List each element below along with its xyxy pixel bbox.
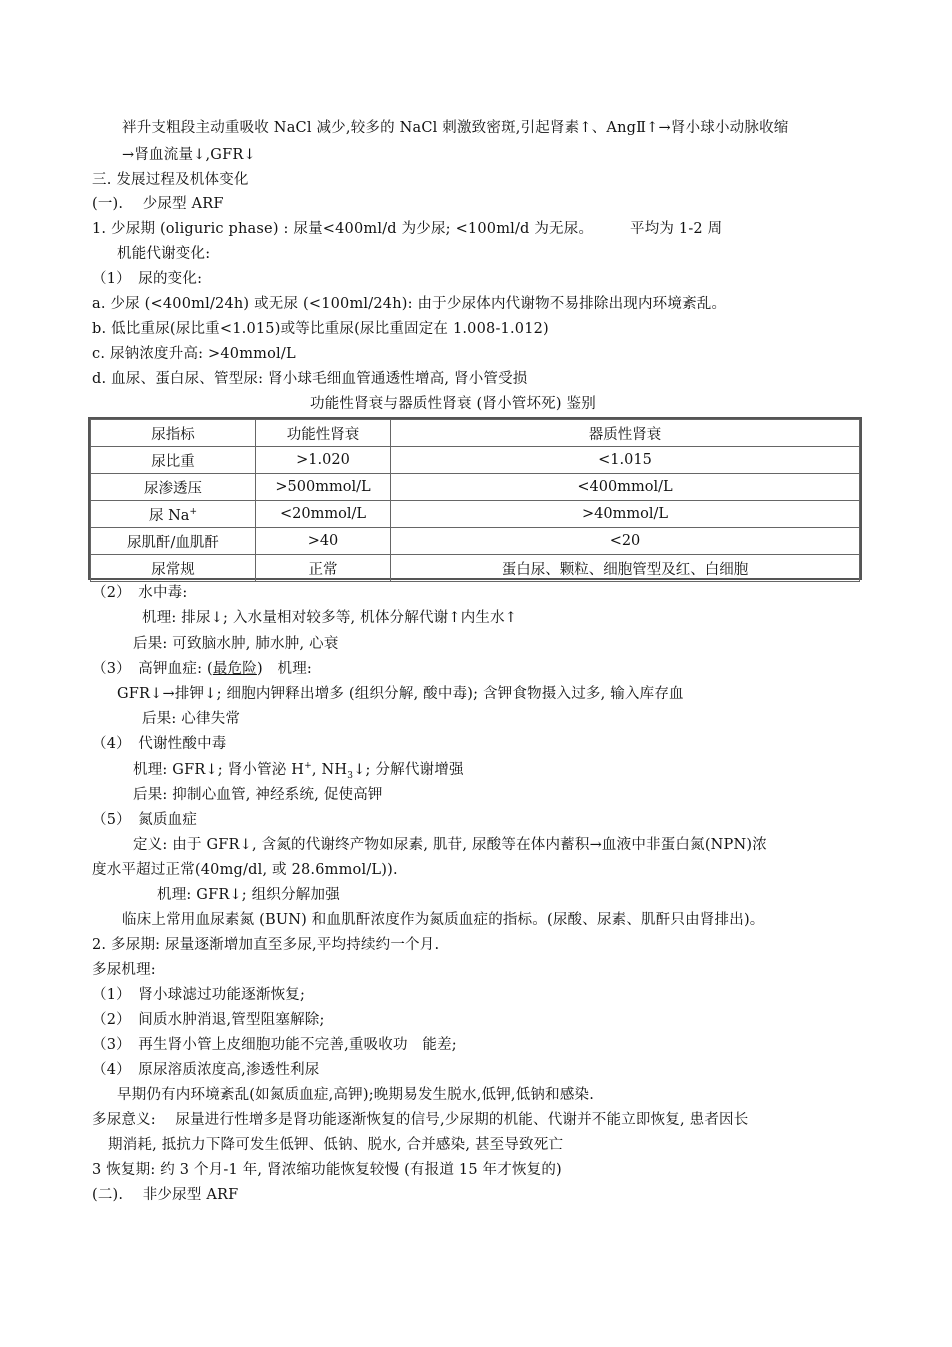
text-line: （1） 尿的变化: <box>92 271 203 287</box>
table-cell: <400mmol/L <box>391 474 860 501</box>
text-line: 度水平超过正常(40mg/dl, 或 28.6mmol/L)). <box>92 862 398 878</box>
text-line: b. 低比重尿(尿比重<1.015)或等比重尿(尿比重固定在 1.008-1.012) <box>92 321 549 337</box>
table-header-cell: 功能性肾衰 <box>256 420 391 447</box>
text-line: 袢升支粗段主动重吸收 NaCl 减少,较多的 NaCl 刺激致密斑,引起肾素↑、AngⅡ↑→肾小球小动脉收缩 <box>122 120 789 136</box>
text-line: 机理: GFR↓; 组织分解加强 <box>157 887 340 903</box>
subsection-heading: (一). 少尿型 ARF <box>92 196 224 212</box>
text-line: 早期仍有内环境紊乱(如氮质血症,高钾);晚期易发生脱水,低钾,低钠和感染. <box>117 1087 595 1103</box>
text-span: ) 机理: <box>256 661 312 677</box>
table-cell: >40 <box>256 528 391 555</box>
table-cell: 尿渗透压 <box>91 474 256 501</box>
text-line: （4） 原尿溶质浓度高,渗透性利尿 <box>92 1062 320 1078</box>
table-cell: <1.015 <box>391 447 860 474</box>
superscript: + <box>304 761 312 772</box>
table-row <box>91 555 860 582</box>
table-cell: >40mmol/L <box>391 501 860 528</box>
text-line: 期消耗, 抵抗力下降可发生低钾、低钠、脱水, 合并感染, 甚至导致死亡 <box>108 1137 564 1153</box>
text-line: 2. 多尿期: 尿量逐渐增加直至多尿,平均持续约一个月. <box>92 937 440 953</box>
table-row <box>91 474 860 501</box>
text-line: （5） 氮质血症 <box>92 812 198 828</box>
table-header-cell: 尿指标 <box>91 420 256 447</box>
text-line: 3 恢复期: 约 3 个月-1 年, 肾浓缩功能恢复较慢 (有报道 15 年才恢复的) <box>92 1162 562 1178</box>
text-line: 后果: 心律失常 <box>142 711 241 727</box>
text-line: 多尿机理: <box>92 962 156 978</box>
subsection-heading: (二). 非少尿型 ARF <box>92 1187 239 1203</box>
text-span: 机理: GFR↓; 肾小管泌 H <box>133 762 305 778</box>
text-line: a. 少尿 (<400ml/24h) 或无尿 (<100ml/24h): 由于少尿体内代谢物不易排除出现内环境紊乱。 <box>92 296 727 312</box>
table-cell: 尿常规 <box>91 555 256 582</box>
table-row <box>91 501 860 528</box>
text-span: ↓; 分解代谢增强 <box>353 762 464 778</box>
table-row <box>91 447 860 474</box>
text-span: , NH <box>311 762 348 778</box>
text-line: 定义: 由于 GFR↓, 含氮的代谢终产物如尿素, 肌苷, 尿酸等在体内蓄积→血液中非蛋白氮(NPN)浓 <box>133 837 767 853</box>
text-line: d. 血尿、蛋白尿、管型尿: 肾小球毛细血管通透性增高, 肾小管受损 <box>92 371 528 387</box>
text-line: 机理: 排尿↓; 入水量相对较多等, 机体分解代谢↑内生水↑ <box>142 610 518 626</box>
text-line: 1. 少尿期 (oliguric phase) : 尿量<400ml/d 为少尿; <100ml/d 为无尿。 平均为 1-2 周 <box>92 221 723 237</box>
text-line: 后果: 抑制心血管, 神经系统, 促使高钾 <box>133 787 383 803</box>
table-header-cell: 器质性肾衰 <box>391 420 860 447</box>
text-line: （4） 代谢性酸中毒 <box>92 736 227 752</box>
section-heading: 三. 发展过程及机体变化 <box>92 172 249 188</box>
table-title: 功能性肾衰与器质性肾衰 (肾小管坏死) 鉴别 <box>310 396 596 412</box>
table-cell: >1.020 <box>256 447 391 474</box>
text-line: （1） 肾小球滤过功能逐渐恢复; <box>92 987 306 1003</box>
table-row <box>91 528 860 555</box>
text-line: 临床上常用血尿素氮 (BUN) 和血肌酐浓度作为氮质血症的指标。(尿酸、尿素、肌酐只由肾排出)。 <box>122 912 765 928</box>
text-line: c. 尿钠浓度升高: >40mmol/L <box>92 346 296 362</box>
text-line: GFR↓→排钾↓; 细胞内钾释出增多 (组织分解, 酸中毒); 含钾食物摄入过多, 输入库存血 <box>117 686 684 702</box>
table-cell-text: 尿 Na <box>149 507 190 524</box>
text-line <box>133 760 464 780</box>
text-line: （2） 间质水肿消退,管型阻塞解除; <box>92 1012 325 1028</box>
text-line <box>92 659 312 679</box>
table-cell <box>91 501 256 528</box>
table-cell: 正常 <box>256 555 391 582</box>
table-cell: 蛋白尿、颗粒、细胞管型及红、白细胞 <box>391 555 860 582</box>
comparison-table <box>88 417 862 580</box>
subscript: 3 <box>347 770 354 781</box>
superscript: + <box>189 506 197 517</box>
text-span: （3） 高钾血症: ( <box>92 661 213 677</box>
table-header-row <box>91 420 860 447</box>
text-line: 机能代谢变化: <box>117 246 211 262</box>
text-line: 多尿意义: 尿量进行性增多是肾功能逐渐恢复的信号,少尿期的机能、代谢并不能立即恢复, 患者因长 <box>92 1112 749 1128</box>
underlined-text: 最危险 <box>212 661 257 677</box>
text-line: （2） 水中毒: <box>92 585 188 601</box>
text-line: （3） 再生肾小管上皮细胞功能不完善,重吸收功 能差; <box>92 1037 457 1053</box>
table-cell: 尿比重 <box>91 447 256 474</box>
text-line: →肾血流量↓,GFR↓ <box>122 147 256 163</box>
table-cell: >500mmol/L <box>256 474 391 501</box>
table-cell: <20mmol/L <box>256 501 391 528</box>
table-cell: 尿肌酐/血肌酐 <box>91 528 256 555</box>
text-line: 后果: 可致脑水肿, 肺水肿, 心衰 <box>133 636 339 652</box>
table-cell: <20 <box>391 528 860 555</box>
